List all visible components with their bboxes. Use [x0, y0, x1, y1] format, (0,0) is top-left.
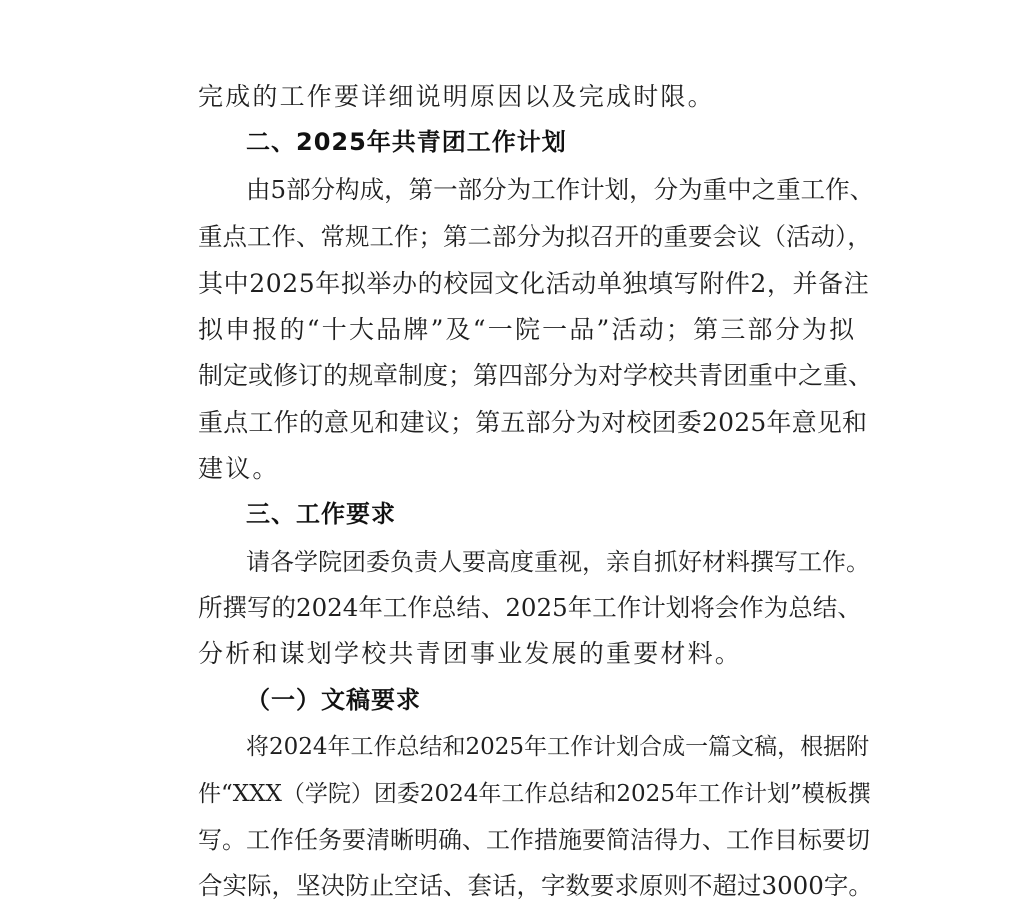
section-heading-2025-plan: 二、2025年共青团工作计划: [246, 128, 567, 156]
body-text-line: 所撰写的2024年工作总结、2025年工作计划将会作为总结、: [198, 593, 862, 622]
body-text-line: 件“XXX（学院）团委2024年工作总结和2025年工作计划”模板撰: [198, 781, 871, 807]
body-text-line: 拟申报的“十大品牌”及“一院一品”活动；第三部分为拟: [198, 315, 857, 344]
body-text-line: 其中2025年拟举办的校园文化活动单独填写附件2，并备注: [198, 269, 870, 298]
subsection-heading-manuscript-requirements: （一）文稿要求: [246, 685, 421, 714]
body-text-line: 由5部分构成，第一部分为工作计划，分为重中之重工作、: [246, 175, 875, 204]
body-text-line: 重点工作的意见和建议；第五部分为对校团委2025年意见和: [198, 408, 868, 437]
body-text-line: 写。工作任务要清晰明确、工作措施要简洁得力、工作目标要切: [198, 826, 870, 854]
body-text-line: 建议。: [198, 454, 280, 483]
body-text-line: 重点工作、常规工作；第二部分为拟召开的重要会议（活动），: [198, 222, 872, 251]
section-heading-work-requirements: 三、工作要求: [246, 500, 396, 528]
body-text-line: 完成的工作要详细说明原因以及完成时限。: [198, 82, 715, 111]
body-text-line: 将2024年工作总结和2025年工作计划合成一篇文稿，根据附: [246, 734, 870, 760]
body-text-line: 分析和谋划学校共青团事业发展的重要材料。: [198, 639, 743, 668]
body-text-line: 制定或修订的规章制度；第四部分为对学校共青团重中之重、: [198, 361, 874, 390]
body-text-line: 合实际，坚决防止空话、套话，字数要求原则不超过3000字。: [198, 871, 873, 900]
body-text-line: 请各学院团委负责人要高度重视，亲自抓好材料撰写工作。: [246, 548, 870, 576]
